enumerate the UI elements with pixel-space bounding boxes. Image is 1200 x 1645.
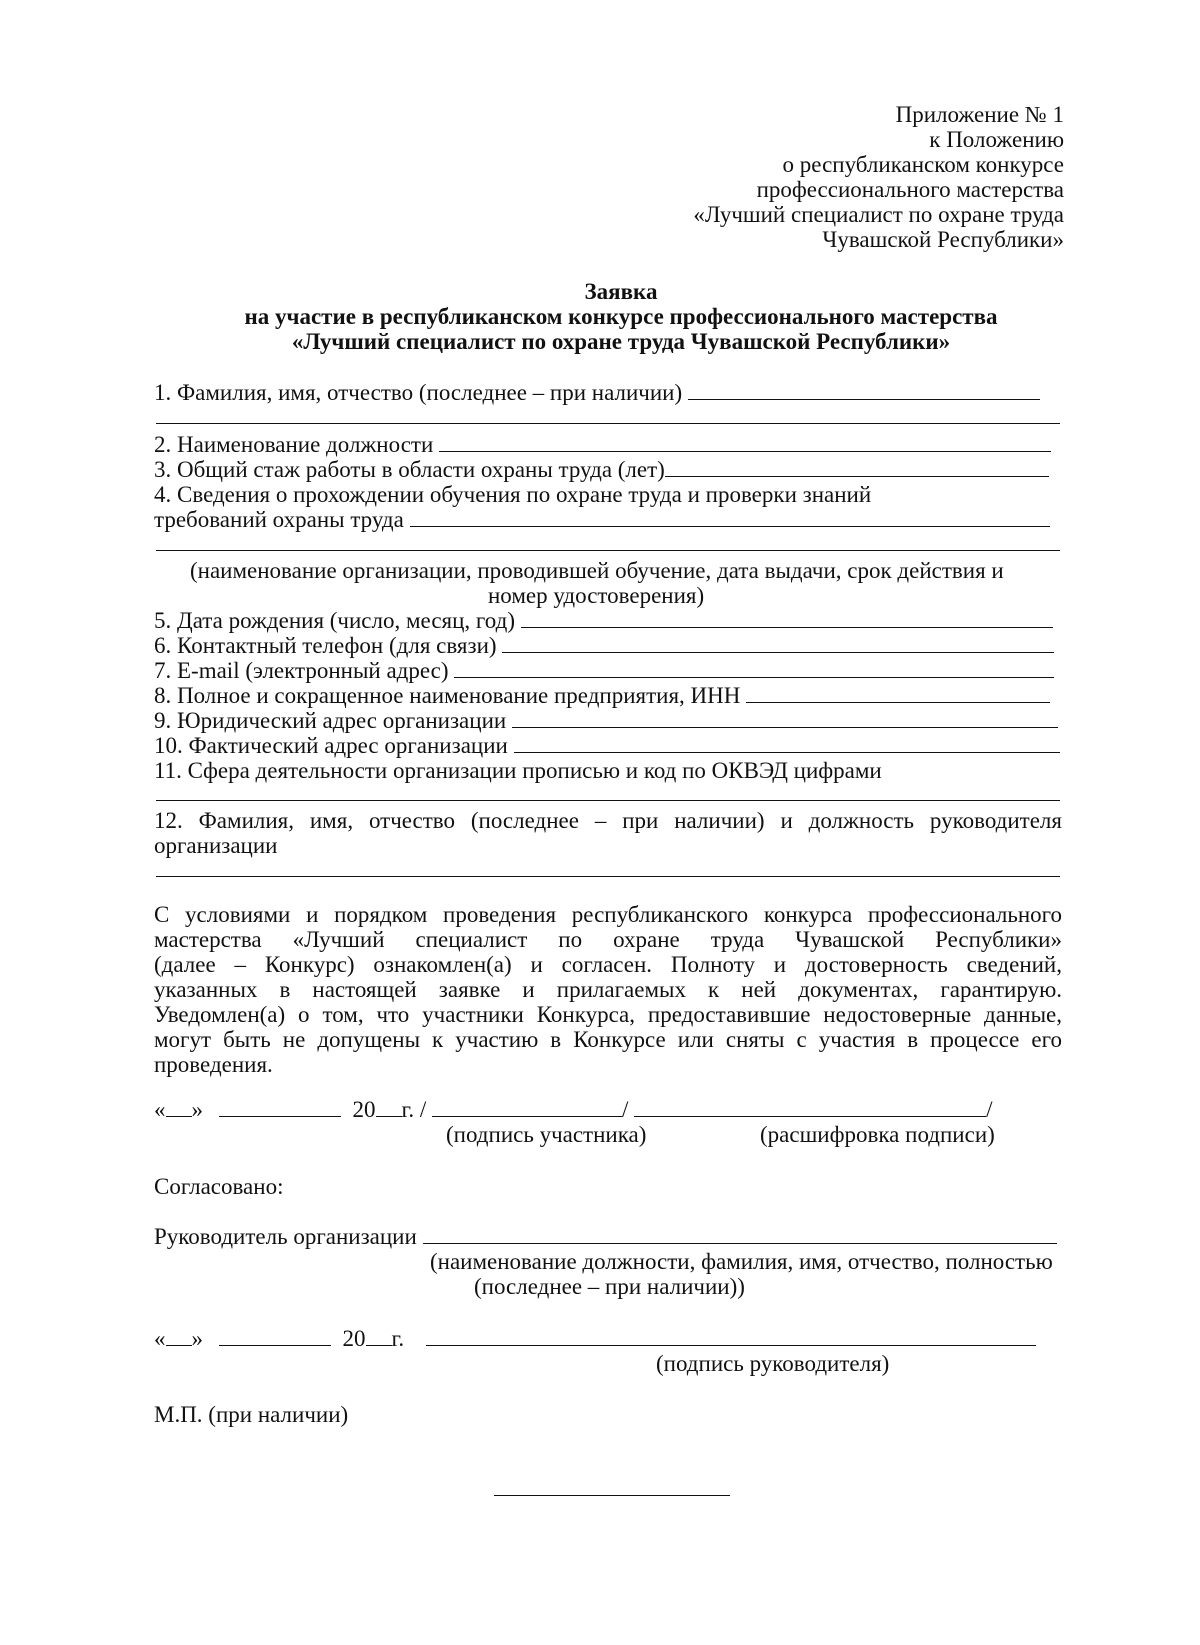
training-input-line[interactable]: [410, 508, 1050, 527]
participant-signature-line[interactable]: [432, 1098, 622, 1117]
field-label: 10. Фактический адрес организации: [154, 733, 508, 758]
training-caption: номер удостоверения): [488, 583, 705, 608]
head-of-organization-input-line[interactable]: [423, 1225, 1057, 1244]
field-label: 5. Дата рождения (число, месяц, год): [154, 608, 515, 633]
actual-address-input-line[interactable]: [514, 734, 1060, 753]
field-label: 9. Юридический адрес организации: [154, 708, 507, 733]
consent-line: С условиями и порядком проведения республиканского конкурса профессионального: [154, 902, 1062, 927]
participant-signature-caption: (подпись участника): [446, 1122, 647, 1147]
field-training: [154, 507, 1050, 532]
consent-line: могут быть не допущены к участию в Конкурсе или сняты с участия в процессе его: [154, 1027, 1062, 1052]
consent-line: (далее – Конкурс) ознакомлен(а) и согласен. Полноту и достоверность сведений,: [154, 952, 1062, 977]
head-signature-row: « » 20 г.: [154, 1326, 1036, 1351]
field-label: 3. Общий стаж работы в области охраны труда (лет): [154, 457, 665, 482]
head-signature-line[interactable]: [426, 1327, 1036, 1346]
field-activity: 11. Сфера деятельности организации прописью и код по ОКВЭД цифрами: [154, 758, 882, 783]
stamp-note: М.П. (при наличии): [154, 1402, 349, 1427]
legal-address-input-line[interactable]: [512, 709, 1058, 728]
training-continuation-line[interactable]: [156, 550, 1060, 551]
year-input-line[interactable]: [366, 1327, 392, 1346]
field-label: Руководитель организации: [154, 1224, 417, 1249]
director-input-line[interactable]: [156, 876, 1060, 877]
header-line: Чувашской Республики»: [822, 227, 1064, 252]
signature-decoding-line[interactable]: [634, 1098, 986, 1117]
consent-paragraph: [154, 902, 1062, 1077]
head-caption: (наименование должности, фамилия, имя, отчество, полностью: [430, 1249, 1053, 1274]
header-line: «Лучший специалист по охране труда: [693, 202, 1064, 227]
field-label: 2. Наименование должности: [154, 432, 434, 457]
field-actual-address: [154, 733, 1060, 758]
document-subtitle: на участие в республиканском конкурсе профессионального мастерства: [244, 304, 998, 329]
birth-date-input-line[interactable]: [521, 609, 1053, 628]
email-input-line[interactable]: [454, 659, 1054, 678]
full-name-input-line[interactable]: [688, 381, 1040, 400]
header-line: о республиканском конкурсе: [782, 152, 1064, 177]
field-birth-date: [154, 608, 1053, 633]
header-line: Приложение № 1: [895, 102, 1064, 127]
field-label: требований охраны труда: [154, 507, 404, 532]
field-phone: [154, 633, 1054, 658]
field-full-name: [154, 380, 1040, 405]
company-name-input-line[interactable]: [746, 684, 1050, 703]
header-line: к Положению: [929, 127, 1064, 152]
consent-line: мастерства «Лучший специалист по охране труда Чувашской Республики»: [154, 927, 1062, 952]
month-input-line[interactable]: [219, 1327, 331, 1346]
head-caption: (последнее – при наличии)): [474, 1274, 745, 1299]
day-input-line[interactable]: [166, 1327, 192, 1346]
consent-line: проведения.: [154, 1052, 273, 1077]
activity-input-line[interactable]: [156, 800, 1060, 801]
experience-input-line[interactable]: [665, 458, 1049, 477]
consent-line: указанных в настоящей заявке и прилагаемых к ней документах, гарантирую.: [154, 977, 1062, 1002]
signature-decoding-caption: (расшифровка подписи): [760, 1122, 995, 1147]
head-of-organization: [154, 1224, 1057, 1249]
full-name-continuation-line[interactable]: [156, 423, 1060, 424]
field-label: 6. Контактный телефон (для связи): [154, 633, 497, 658]
field-experience: [154, 457, 1049, 482]
field-position: [154, 432, 1051, 457]
agreed-label: Согласовано:: [154, 1174, 284, 1199]
year-input-line[interactable]: [376, 1098, 402, 1117]
field-company-name: [154, 683, 1050, 708]
consent-line: Уведомлен(а) о том, что участники Конкурса, предоставившие недостоверные данные,: [154, 1002, 1062, 1027]
head-signature-caption: (подпись руководителя): [656, 1351, 890, 1376]
position-input-line[interactable]: [439, 433, 1051, 452]
end-divider: [494, 1495, 730, 1496]
field-label: 7. E-mail (электронный адрес): [154, 658, 449, 683]
contest-name: «Лучший специалист по охране труда Чувашской Республики»: [291, 329, 951, 354]
document-title: Заявка: [584, 279, 658, 304]
field-director: 12. Фамилия, имя, отчество (последнее – при наличии) и должность руководителя: [154, 808, 1062, 833]
field-label: 8. Полное и сокращенное наименование предприятия, ИНН: [154, 683, 741, 708]
field-legal-address: [154, 708, 1058, 733]
participant-signature-row: « » 20 г. / / /: [154, 1097, 993, 1122]
phone-input-line[interactable]: [502, 634, 1054, 653]
field-training-line1: 4. Сведения о прохождении обучения по охране труда и проверки знаний: [154, 482, 872, 507]
header-line: профессионального мастерства: [756, 177, 1064, 202]
day-input-line[interactable]: [166, 1098, 192, 1117]
field-director-line2: организации: [154, 833, 278, 858]
month-input-line[interactable]: [219, 1098, 341, 1117]
field-label: 1. Фамилия, имя, отчество (последнее – при наличии): [154, 380, 683, 405]
training-caption: (наименование организации, проводившей обучение, дата выдачи, срок действия и: [190, 558, 1004, 583]
field-email: [154, 658, 1054, 683]
